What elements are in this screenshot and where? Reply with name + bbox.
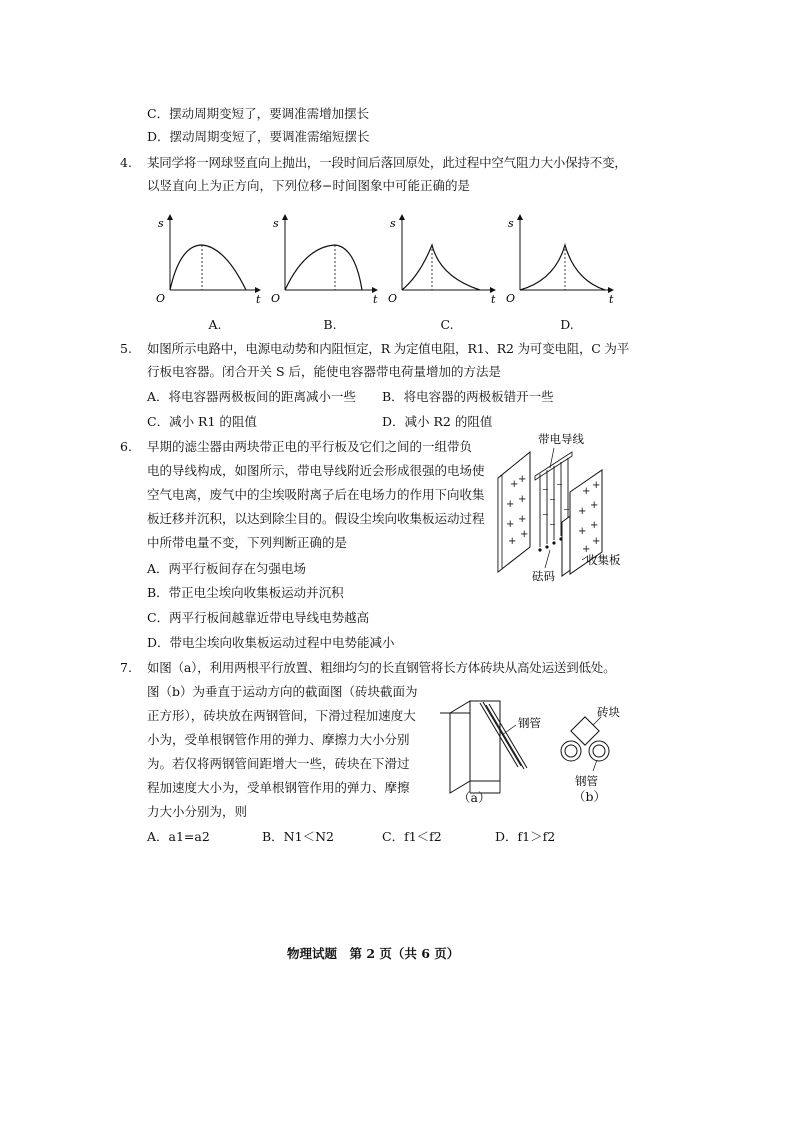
q6-option-c: C．两平行板间越靠近带电导线电势越高 xyxy=(147,610,370,625)
svg-text:+: + xyxy=(508,536,517,547)
svg-text:+: + xyxy=(506,499,515,510)
graph-b-origin: O xyxy=(271,292,281,305)
q7-stem-line6: 程加速度大小为，受单根钢管作用的弹力、摩擦 xyxy=(147,780,410,795)
q6-option-a: A．两平行板间存在匀强电场 xyxy=(147,561,307,576)
svg-text:+: + xyxy=(520,529,529,540)
svg-text:−: − xyxy=(556,480,563,489)
q5-option-d: D．减小 R2 的阻值 xyxy=(382,414,493,429)
fig-a-caption: （a） xyxy=(458,790,491,805)
fig-a-pipe-label: 钢管 xyxy=(518,716,541,730)
svg-text:+: + xyxy=(518,514,527,525)
svg-text:+: + xyxy=(518,494,527,505)
q5-option-b: B．将电容器的两极板错开一些 xyxy=(382,389,554,404)
q6-number: 6. xyxy=(120,439,132,454)
plate-label: 收集板 xyxy=(586,553,621,567)
svg-text:+: + xyxy=(518,474,527,485)
graph-a-t-label: t xyxy=(256,293,261,306)
q6-stem-line5: 中所带电量不变，下列判断正确的是 xyxy=(147,535,348,550)
q7-stem-line1: 如图（a），利用两根平行放置、粗细均匀的长直钢管将长方体砖块从高处运送到低处。 xyxy=(147,660,616,675)
graph-c-t-label: t xyxy=(491,293,496,306)
fig-b-caption: （b） xyxy=(573,789,607,804)
graph-c-caption: C. xyxy=(440,317,454,332)
q7-stem-line7: 力大小分别为，则 xyxy=(147,804,248,819)
q7-option-a: A．a1=a2 xyxy=(147,829,210,844)
q7-stem-line4: 小为，受单根钢管作用的弹力、摩擦力大小分别 xyxy=(147,732,410,747)
svg-text:+: + xyxy=(592,480,601,491)
graph-b xyxy=(271,215,378,306)
q4-stem-line1: 某同学将一网球竖直向上抛出，一段时间后落回原处，此过程中空气阻力大小保持不变， xyxy=(147,155,627,170)
svg-text:+: + xyxy=(506,519,515,530)
svg-text:−: − xyxy=(542,510,549,519)
precipitator-figure xyxy=(490,432,630,582)
graph-d-t-label: t xyxy=(609,293,614,306)
graph-b-t-label: t xyxy=(373,293,378,306)
q4-stem-line2: 以竖直向上为正方向，下列位移−时间图象中可能正确的是 xyxy=(147,178,470,193)
weight-label: 砝码 xyxy=(532,569,555,582)
figure-b-cross-section xyxy=(555,705,635,795)
q6-option-b: B．带正电尘埃向收集板运动并沉积 xyxy=(147,585,344,600)
q7-option-b: B．N1＜N2 xyxy=(262,829,334,844)
q7-stem-line5: 为。若仅将两钢管间距增大一些，砖块在下滑过 xyxy=(147,756,410,771)
q7-option-c: C．f1＜f2 xyxy=(382,829,442,844)
svg-text:+: + xyxy=(592,536,601,547)
graph-b-caption: B. xyxy=(323,317,337,332)
page-footer: 物理试题 第 2 页（共 6 页） xyxy=(287,946,460,961)
svg-text:−: − xyxy=(549,520,556,529)
graph-d-caption: D. xyxy=(560,317,574,332)
graph-b-s-label: s xyxy=(273,217,279,230)
q5-option-c: C．减小 R1 的阻值 xyxy=(147,414,257,429)
svg-text:+: + xyxy=(590,520,599,531)
fig-b-brick-label: 砖块 xyxy=(597,705,620,719)
graph-d-s-label: s xyxy=(508,217,514,230)
q6-stem-line3: 空气电离，废气中的尘埃吸附离子后在电场力的作用下向收集 xyxy=(147,487,485,502)
svg-text:+: + xyxy=(578,526,587,537)
svg-text:−: − xyxy=(563,505,570,514)
svg-text:+: + xyxy=(510,479,519,490)
wire-label: 带电导线 xyxy=(538,432,584,446)
q6-option-d: D．带电尘埃向收集板运动过程中电势能减小 xyxy=(147,635,395,650)
graph-d-origin: O xyxy=(506,292,516,305)
svg-text:+: + xyxy=(590,500,599,511)
q5-stem-line1: 如图所示电路中，电源电动势和内阻恒定，R 为定值电阻，R1、R2 为可变电阻，C 为平 xyxy=(147,341,630,356)
q4-number: 4. xyxy=(120,155,132,170)
svg-text:−: − xyxy=(549,495,556,504)
svg-text:−: − xyxy=(542,485,549,494)
q5-option-a: A．将电容器两极板间的距离减小一些 xyxy=(147,389,357,404)
svg-text:+: + xyxy=(582,486,591,497)
graph-a-s-label: s xyxy=(158,217,164,230)
graph-c-origin: O xyxy=(388,292,398,305)
q3-option-c: C．摆动周期变短了，要调准需增加摆长 xyxy=(147,106,370,121)
svg-text:+: + xyxy=(582,544,591,555)
q7-stem-line3: 正方形），砖块放在两钢管间，下滑过程加速度大 xyxy=(147,708,416,723)
graph-a-caption: A. xyxy=(208,317,222,332)
q6-stem-line4: 板迁移并沉积，以达到除尘目的。假设尘埃向收集板运动过程 xyxy=(147,511,485,526)
q7-stem-line2: 图（b）为垂直于运动方向的截面图（砖块截面为 xyxy=(147,684,418,699)
graph-d xyxy=(506,215,614,306)
graph-a-origin: O xyxy=(156,292,166,305)
q4-graphs xyxy=(140,205,630,315)
graph-c xyxy=(388,215,496,306)
figure-a-inclined-pipes xyxy=(440,695,550,805)
graph-c-s-label: s xyxy=(390,217,396,230)
svg-text:+: + xyxy=(578,506,587,517)
q7-option-d: D．f1＞f2 xyxy=(495,829,556,844)
q7-number: 7. xyxy=(120,660,132,675)
q5-stem-line2: 行板电容器。闭合开关 S 后，能使电容器带电荷量增加的方法是 xyxy=(147,364,502,379)
fig-b-pipe-label: 钢管 xyxy=(575,774,598,788)
q5-number: 5. xyxy=(120,341,132,356)
graph-a xyxy=(156,215,261,306)
q6-stem-line1: 早期的滤尘器由两块带正电的平行板及它们之间的一组带负 xyxy=(147,439,473,454)
q6-stem-line2: 电的导线构成，如图所示，带电导线附近会形成很强的电场使 xyxy=(147,463,485,478)
q3-option-d: D．摆动周期变短了，要调准需缩短摆长 xyxy=(147,129,370,144)
